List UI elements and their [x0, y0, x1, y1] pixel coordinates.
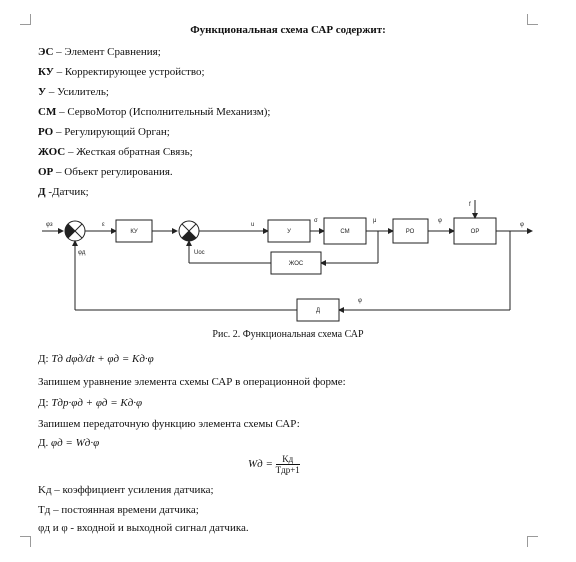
comparator-sign-mark [182, 231, 196, 241]
block-ro-label: РО [405, 229, 415, 235]
figure-caption: Рис. 2. Функциональная схема САР [212, 329, 364, 340]
d-equation [38, 353, 154, 365]
signal-label: φ [358, 298, 362, 304]
legend-abbr: РО [38, 126, 54, 138]
signal-label: μ [373, 218, 377, 224]
paragraph: Запишем передаточную функцию элемента схемы САР: [38, 418, 300, 430]
formula-label: Д. [38, 437, 49, 449]
legend-abbr: У [38, 86, 47, 98]
definition-line: Tд – постоянная времени датчика; [38, 504, 199, 516]
block-zhos-label: ЖОС [288, 261, 304, 267]
fraction-denominator: Tдp+1 [275, 465, 300, 475]
formula-body: φд = Wд·φ [51, 437, 100, 449]
document-title: Функциональная схема САР содержит: [190, 24, 386, 36]
legend-abbr: Д [38, 186, 46, 198]
signal-label: Uос [194, 250, 205, 256]
legend-text: – Регулирующий Орган; [53, 126, 170, 138]
formula-body: Tдp·φд + φд = Kд·φ [51, 397, 143, 409]
operator-equation [38, 397, 142, 409]
block-ku-label: КУ [130, 229, 138, 235]
signal-label: u [251, 222, 255, 228]
formula-label: Д: [38, 397, 49, 409]
transfer-function [248, 454, 300, 475]
block-d-label: Д [315, 308, 321, 314]
block-or-label: ОР [470, 229, 480, 235]
signal-label: σ [314, 218, 318, 224]
signal-label: φз [46, 222, 53, 228]
legend-abbr: ОР [38, 166, 54, 178]
legend-text: – Объект регулирования. [53, 166, 173, 178]
block-sm-label: СМ [340, 229, 350, 235]
transfer-function-fraction [276, 454, 300, 475]
definition-line: Kд – коэффициент усиления датчика; [38, 484, 214, 496]
paragraph: Запишем уравнение элемента схемы САР в операционной форме: [38, 376, 346, 388]
legend-abbr: КУ [38, 66, 54, 78]
legend-text: – Элемент Сравнения; [53, 46, 161, 58]
signal-label: φ [438, 218, 442, 224]
legend-text: – СервоМотор (Исполнительный Механизм); [56, 106, 271, 118]
signal-label: φд [78, 250, 86, 256]
legend-abbr: ЖОС [38, 146, 66, 158]
legend-abbr: ЭС [38, 46, 54, 58]
formula-label: Д: [38, 353, 49, 365]
definition-line: φд и φ - входной и выходной сигнал датчика. [38, 522, 249, 534]
formula-body: Tд dφд/dt + φд = Kд·φ [51, 353, 154, 365]
signal-label: ε [102, 222, 105, 228]
signal-label: f [469, 202, 471, 208]
legend-text: – Усилитель; [46, 86, 109, 98]
legend-text: – Жесткая обратная Связь; [65, 146, 193, 158]
signal-label: φ [520, 222, 524, 228]
transfer-function-lhs: Wд = [248, 458, 273, 471]
legend-text: -Датчик; [45, 186, 89, 198]
fraction-numerator: Kд [276, 454, 300, 465]
block-u-label: У [287, 229, 291, 235]
transfer-equation [38, 437, 99, 449]
legend-abbr: СМ [38, 106, 57, 118]
legend-text: – Корректирующее устройство; [53, 66, 205, 78]
comparator-sign-mark [65, 224, 75, 238]
